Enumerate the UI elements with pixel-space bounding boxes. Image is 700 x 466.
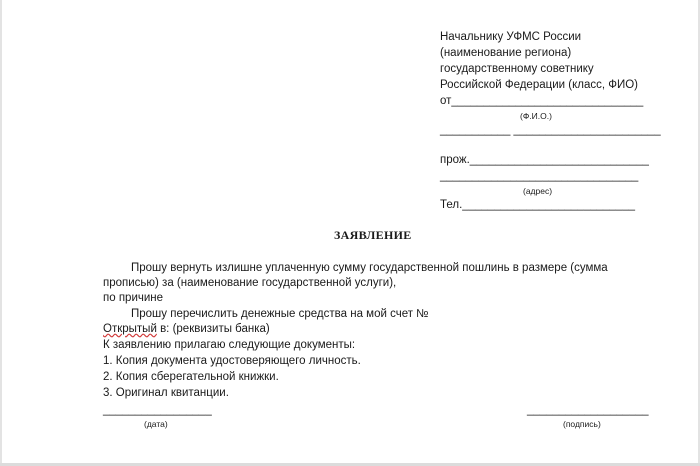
page-edge-left: [0, 0, 2, 466]
phone-line: Тел.___________________________: [440, 199, 635, 211]
request-line-2: прописью) за (наименование государственной услуги),: [103, 277, 397, 289]
attachment-item-2: 2. Копия сберегательной книжки.: [103, 371, 279, 383]
residence-blank-line: _______________________________: [440, 170, 639, 182]
opened-suffix: в: (реквизиты банка): [156, 323, 270, 335]
attachment-item-1: 1. Копия документа удостоверяющего личность.: [103, 355, 361, 367]
addressee-line-4: Российской Федерации (класс, ФИО): [440, 79, 639, 91]
blank-line: ___________ _______________________: [440, 124, 661, 136]
opened-line: [103, 322, 270, 336]
request-line-3: по причине: [103, 292, 164, 304]
from-line: от______________________________: [440, 95, 644, 107]
residence-line: прож.____________________________: [440, 154, 649, 166]
signature-line: ___________________: [527, 404, 649, 416]
attachments-intro: К заявлению прилагаю следующие документы:: [103, 339, 356, 351]
address-caption: (адрес): [523, 186, 553, 196]
document-title: ЗАЯВЛЕНИЕ: [334, 228, 412, 242]
signature-caption: (подпись): [563, 419, 601, 429]
fio-caption: (Ф.И.О.): [520, 111, 552, 121]
request-line-1: Прошу вернуть излишне уплаченную сумму государственной пошлинь в размере (сумма: [131, 262, 608, 274]
date-caption: (дата): [144, 419, 168, 429]
addressee-line-1: Начальнику УФМС России: [440, 31, 582, 43]
attachment-item-3: 3. Оригинал квитанции.: [103, 387, 229, 399]
date-line: _________________: [103, 404, 212, 416]
opened-prefix: Открытый: [103, 323, 157, 335]
addressee-line-3: государственному советнику: [440, 63, 594, 75]
addressee-line-2: (наименование региона): [440, 47, 572, 59]
transfer-line: Прошу перечислить денежные средства на мой счет №: [131, 308, 429, 320]
